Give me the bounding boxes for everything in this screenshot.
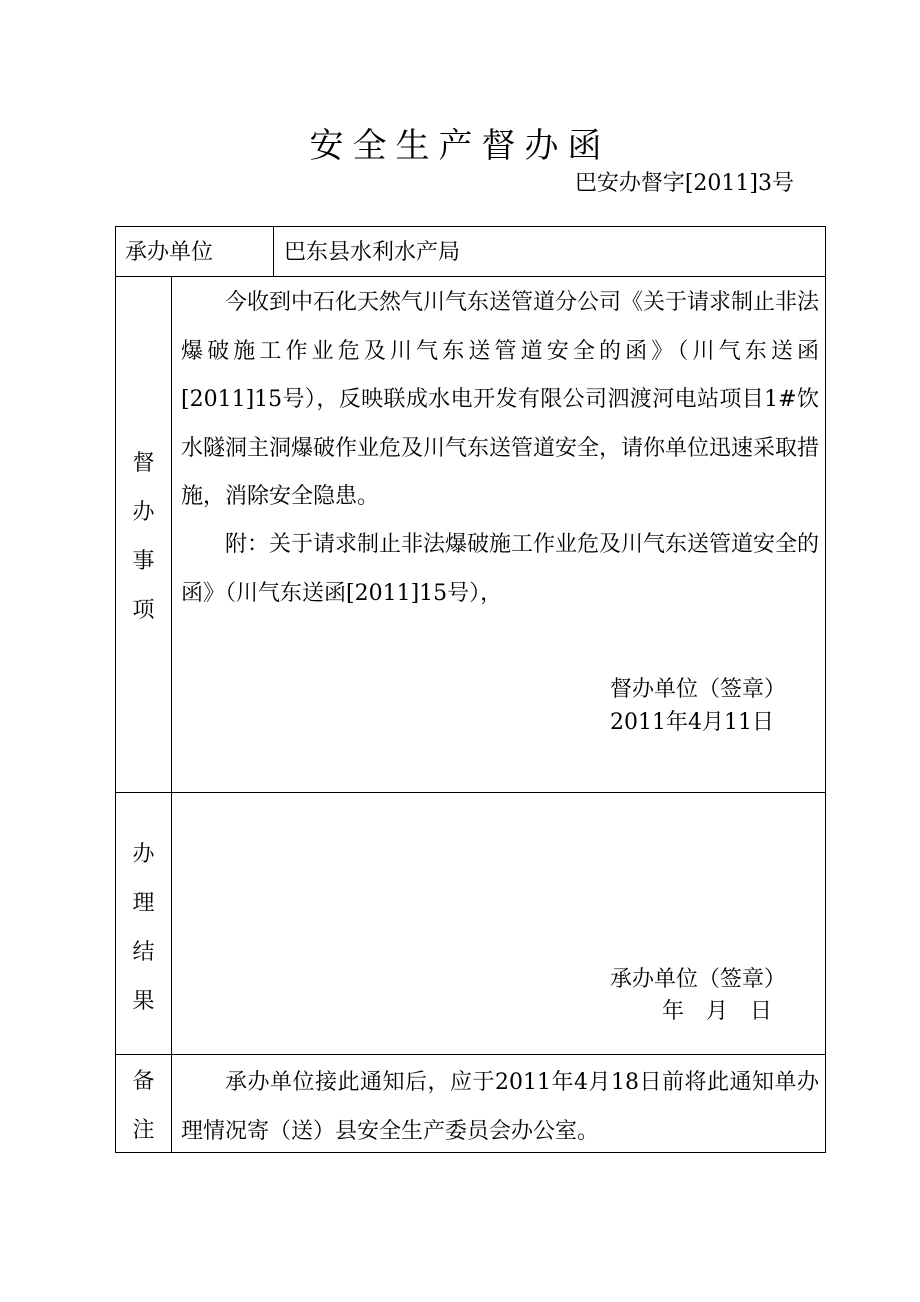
column-divider [273,227,274,276]
supervising-unit-signature: 督办单位（签章） [610,677,787,702]
row-divider [116,1054,825,1055]
row-divider [116,276,825,277]
undertaking-unit-value: 巴东县水利水产局 [284,240,461,265]
undertaking-unit-signature: 承办单位（签章） [610,967,787,992]
document-title: 安全生产督办函 [309,126,611,166]
supervision-matters-label: 督 办 事 项 [132,451,155,623]
attachment-text: 附：关于请求制止非法爆破施工作业危及川气东送管道安全的函》（川气东送函[2011]15号）， [181,532,820,606]
undertaking-unit-label: 承办单位 [125,240,214,265]
remarks-label: 备 注 [132,1069,155,1143]
document-number: 巴安办督字[2011]3号 [574,171,794,196]
supervision-date: 2011年4月11日 [610,710,774,735]
handling-result-label: 办 理 结 果 [132,842,155,1014]
supervision-form-table [115,226,826,1153]
result-date-blank: 年 月 日 [662,999,773,1024]
row-divider [116,792,825,793]
supervision-matters-text: 今收到中石化天然气川气东送管道分公司《关于请求制止非法爆破施工作业危及川气东送管道安全的函》（川气东送函[2011]15号），反映联成水电开发有限公司泗渡河电站项目1#饮水隧洞主洞爆破作业危及川气东送管道安全，请你单位迅速采取措施，消除安全隐患。 [181,290,820,509]
remarks-text: 承办单位接此通知后，应于2011年4月18日前将此通知单办理情况寄（送）县安全生产委员会办公室。 [181,1070,819,1144]
column-divider [171,276,172,1153]
